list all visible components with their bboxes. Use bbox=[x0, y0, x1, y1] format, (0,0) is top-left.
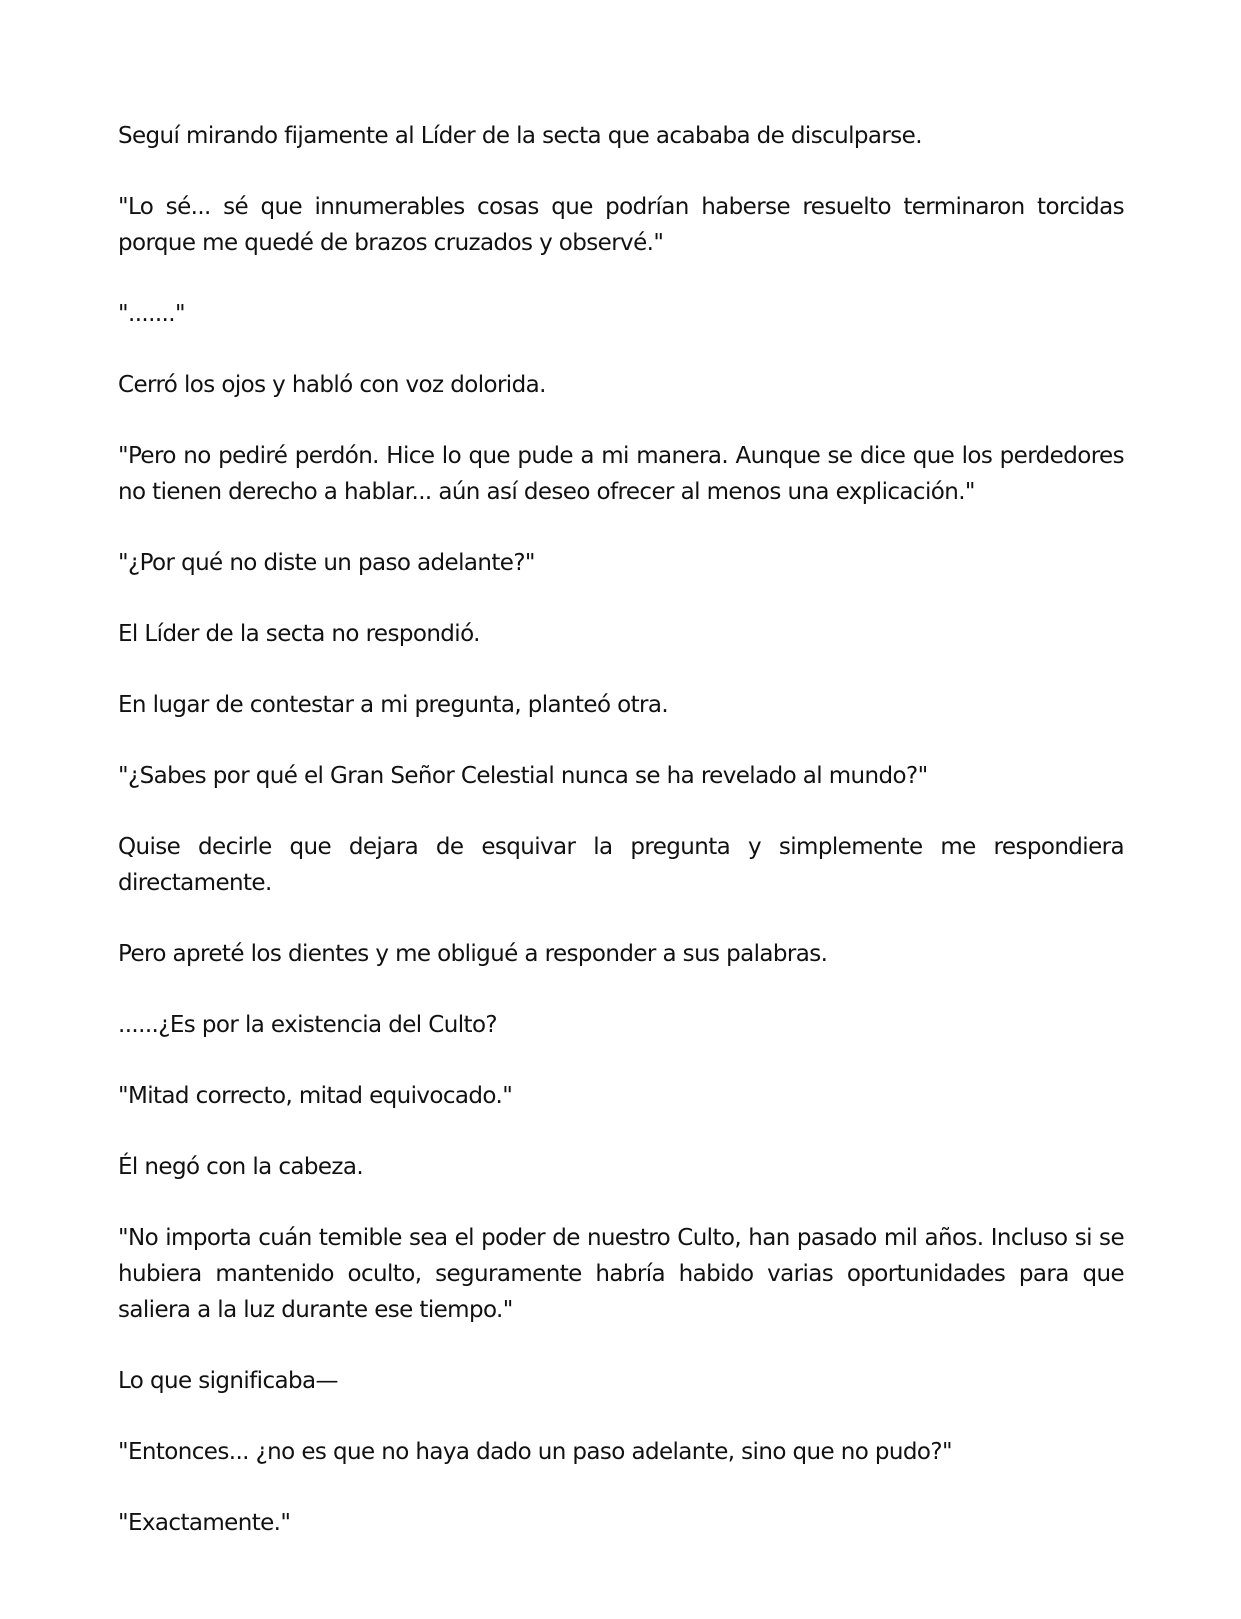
paragraph-16: Lo que significaba— bbox=[118, 1368, 338, 1394]
paragraph-15: "No importa cuán temible sea el poder de nuestro Culto, han pasado mil años. Incluso si se hubiera mantenido oculto, seguramente habría habido varias oportunidades para que saliera a la luz durante ese tiempo." bbox=[118, 1225, 1124, 1323]
paragraph-5: "Pero no pediré perdón. Hice lo que pude a mi manera. Aunque se dice que los perdedores no tienen derecho a hablar... aún así deseo ofrecer al menos una explicación." bbox=[118, 443, 1124, 505]
paragraph-2: "Lo sé... sé que innumerables cosas que podrían haberse resuelto terminaron torcidas porque me quedé de brazos cruzados y observé." bbox=[118, 194, 1124, 256]
paragraph-18: "Exactamente." bbox=[118, 1510, 291, 1536]
paragraph-6: "¿Por qué no diste un paso adelante?" bbox=[118, 550, 535, 576]
paragraph-8: En lugar de contestar a mi pregunta, planteó otra. bbox=[118, 692, 669, 718]
body-text bbox=[118, 118, 1124, 1576]
paragraph-11: Pero apreté los dientes y me obligué a responder a sus palabras. bbox=[118, 941, 828, 967]
paragraph-17: "Entonces... ¿no es que no haya dado un paso adelante, sino que no pudo?" bbox=[118, 1439, 952, 1465]
paragraph-1: Seguí mirando fijamente al Líder de la secta que acababa de disculparse. bbox=[118, 123, 922, 149]
paragraph-10: Quise decirle que dejara de esquivar la pregunta y simplemente me respondiera directamente. bbox=[118, 834, 1124, 896]
paragraph-13: "Mitad correcto, mitad equivocado." bbox=[118, 1083, 513, 1109]
paragraph-4: Cerró los ojos y habló con voz dolorida. bbox=[118, 372, 546, 398]
paragraph-7: El Líder de la secta no respondió. bbox=[118, 621, 480, 647]
paragraph-3: "......." bbox=[118, 301, 185, 327]
paragraph-14: Él negó con la cabeza. bbox=[118, 1154, 364, 1180]
paragraph-12: ......¿Es por la existencia del Culto? bbox=[118, 1012, 498, 1038]
paragraph-9: "¿Sabes por qué el Gran Señor Celestial nunca se ha revelado al mundo?" bbox=[118, 763, 928, 789]
